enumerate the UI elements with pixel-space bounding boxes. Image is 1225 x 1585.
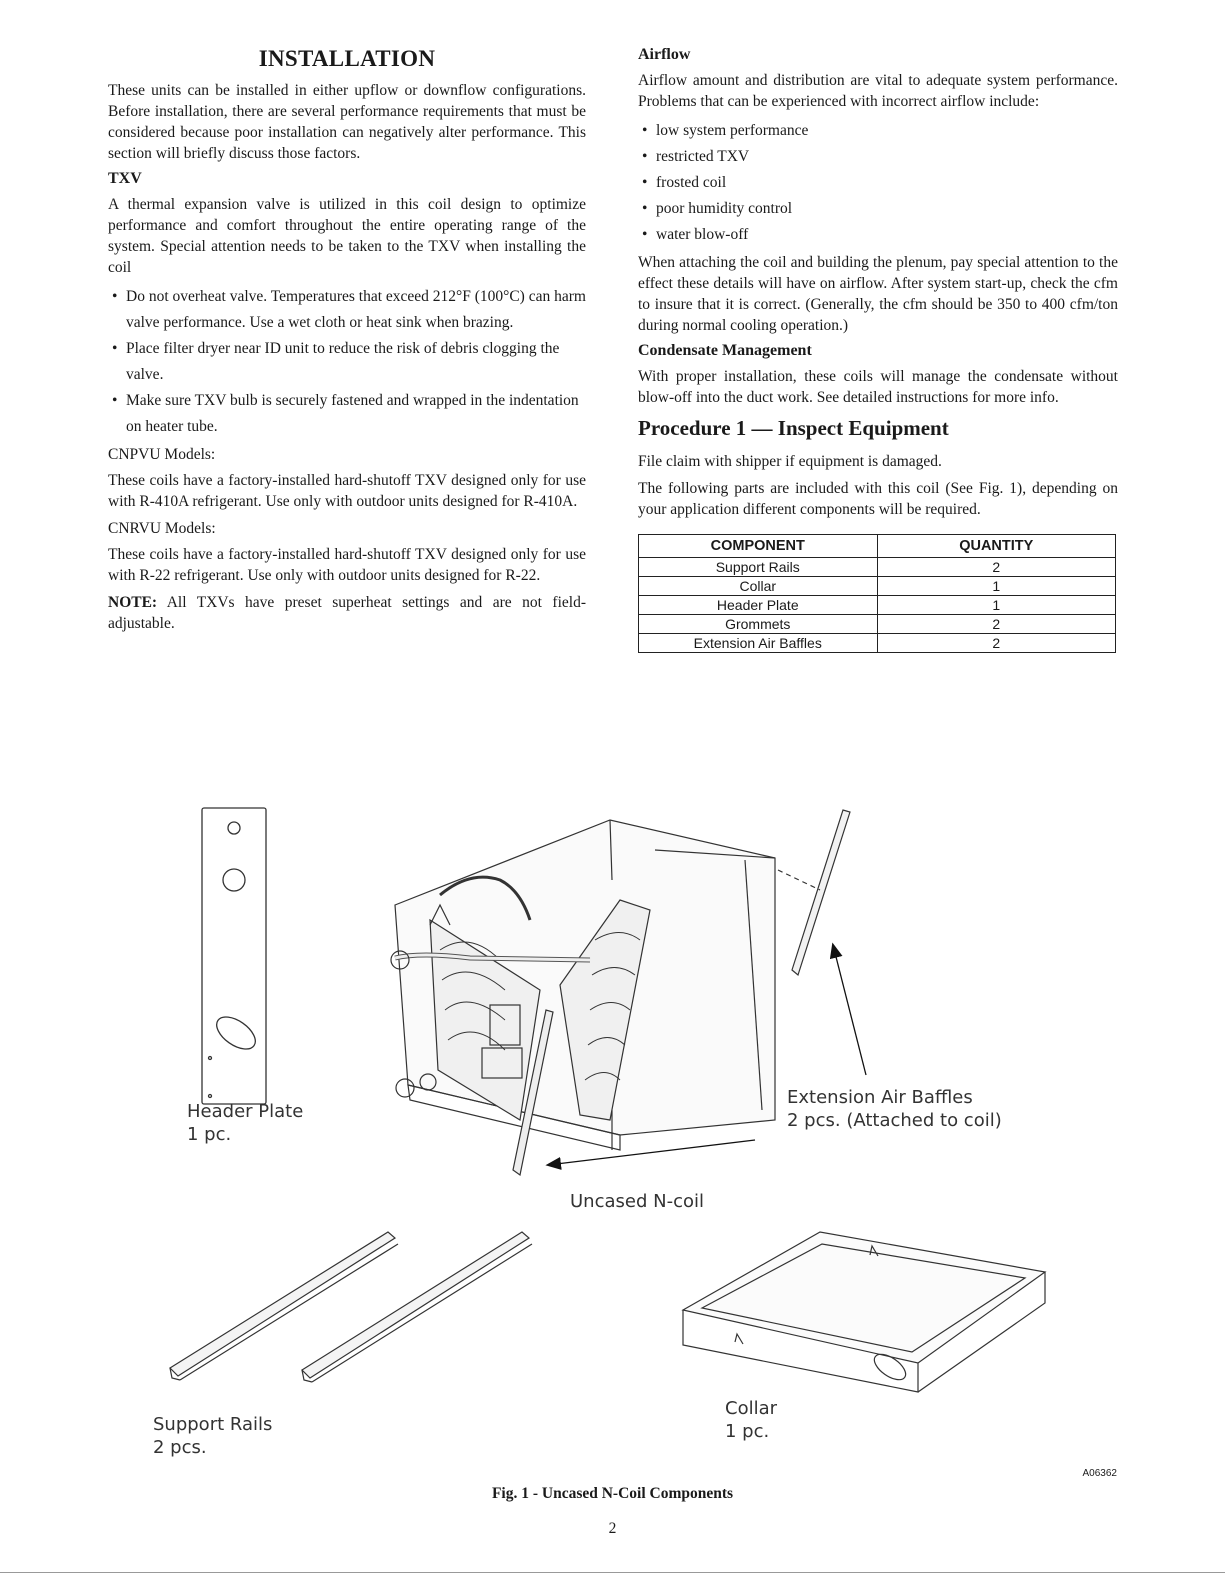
column-header-component: COMPONENT [639, 535, 878, 558]
n-coil-drawing [391, 820, 775, 1175]
airflow-paragraph-2: When attaching the coil and building the plenum, pay special attention to the effect these details will have on airflow. After system start-up, check the cfm to insure that it is correct. (Generally, the cfm should be 350 to 400 cfm/ton during normal cooling operation.) [638, 254, 1118, 334]
figure-caption: Fig. 1 - Uncased N-Coil Components [491, 1485, 734, 1502]
list-item: • poor humidity control [638, 196, 1118, 222]
procedure-title: Procedure 1 — Inspect Equipment [638, 416, 949, 440]
cnrvu-paragraph: These coils have a factory-installed hard-shutoff TXV designed only for use with R-22 refrigerant. Use only with outdoor units designed for R-22. [108, 546, 586, 584]
intro-paragraph: These units can be installed in either upflow or downflow configurations. Before installation, there are several performance requirements that must be considered because poor installation can negatively alter performance. This section will briefly discuss those factors. [108, 82, 586, 162]
list-item: • Make sure TXV bulb is securely fastened and wrapped in the indentation on heater tube. [108, 388, 586, 440]
list-item: • Do not overheat valve. Temperatures that exceed 212°F (100°C) can harm valve performance. Use a wet cloth or heat sink when brazing. [108, 284, 586, 336]
airflow-heading: Airflow [638, 46, 691, 63]
header-plate-qty: 1 pc. [187, 1124, 232, 1145]
procedure-paragraph-2: The following parts are included with this coil (See Fig. 1), depending on your application different components will be required. [638, 480, 1118, 518]
condensate-paragraph: With proper installation, these coils will manage the condensate without blow-off into the duct work. See detailed instructions for more info. [638, 368, 1118, 406]
collar-qty: 1 pc. [725, 1421, 770, 1442]
table-cell: 2 [877, 558, 1116, 577]
table-cell: 2 [877, 615, 1116, 634]
support-rails-drawing [170, 1232, 532, 1382]
note-label: NOTE: [108, 594, 158, 611]
condensate-heading: Condensate Management [638, 342, 812, 359]
airflow-paragraph: Airflow amount and distribution are vital to adequate system performance. Problems that can be experienced with incorrect airflow include: [638, 72, 1118, 110]
header-plate-name: Header Plate [187, 1101, 304, 1122]
table-cell: Header Plate [639, 596, 878, 615]
table-cell: Extension Air Baffles [639, 634, 878, 653]
ncoil-label: Uncased N-coil [570, 1191, 704, 1212]
support-rails-name: Support Rails [153, 1414, 273, 1435]
list-item: • frosted coil [638, 170, 1118, 196]
table-cell: 2 [877, 634, 1116, 653]
extension-air-baffle-drawing [778, 810, 850, 975]
figure-code: A06362 [1082, 1468, 1117, 1479]
collar-label [725, 1397, 777, 1443]
table-cell: Support Rails [639, 558, 878, 577]
txv-heading: TXV [108, 170, 142, 187]
page-number: 2 [608, 1520, 617, 1537]
list-item: • restricted TXV [638, 144, 1118, 170]
support-rails-qty: 2 pcs. [153, 1437, 207, 1458]
support-rails-label [153, 1413, 272, 1459]
baffles-label [787, 1086, 1002, 1132]
section-title: INSTALLATION [258, 46, 436, 71]
baffles-qty: 2 pcs. (Attached to coil) [787, 1110, 1002, 1131]
list-item: • water blow-off [638, 222, 1118, 248]
txv-paragraph: A thermal expansion valve is utilized in this coil design to optimize performance and comfort throughout the entire operating range of the system. Special attention needs to be taken to the TXV when installing the coil [108, 196, 586, 276]
column-header-quantity: QUANTITY [877, 535, 1116, 558]
baffles-name: Extension Air Baffles [787, 1087, 973, 1108]
table-cell: Grommets [639, 615, 878, 634]
list-item: • Place filter dryer near ID unit to reduce the risk of debris clogging the valve. [108, 336, 586, 388]
cnpvu-paragraph: These coils have a factory-installed hard-shutoff TXV designed only for use with R-410A refrigerant. Use only with outdoor units designed for R-410A. [108, 472, 586, 510]
collar-name: Collar [725, 1398, 778, 1419]
bottom-rule [0, 1572, 1225, 1573]
header-plate-label [187, 1100, 303, 1146]
header-plate-drawing [202, 808, 266, 1104]
table-cell: Collar [639, 577, 878, 596]
list-item: • low system performance [638, 118, 1118, 144]
note-text: All TXVs have preset superheat settings and are not field-adjustable. [108, 594, 586, 632]
cnpvu-label: CNPVU Models: [108, 446, 216, 463]
table-cell: 1 [877, 596, 1116, 615]
collar-drawing [683, 1232, 1045, 1392]
table-cell: 1 [877, 577, 1116, 596]
procedure-paragraph-1: File claim with shipper if equipment is damaged. [638, 453, 942, 470]
cnrvu-label: CNRVU Models: [108, 520, 216, 537]
